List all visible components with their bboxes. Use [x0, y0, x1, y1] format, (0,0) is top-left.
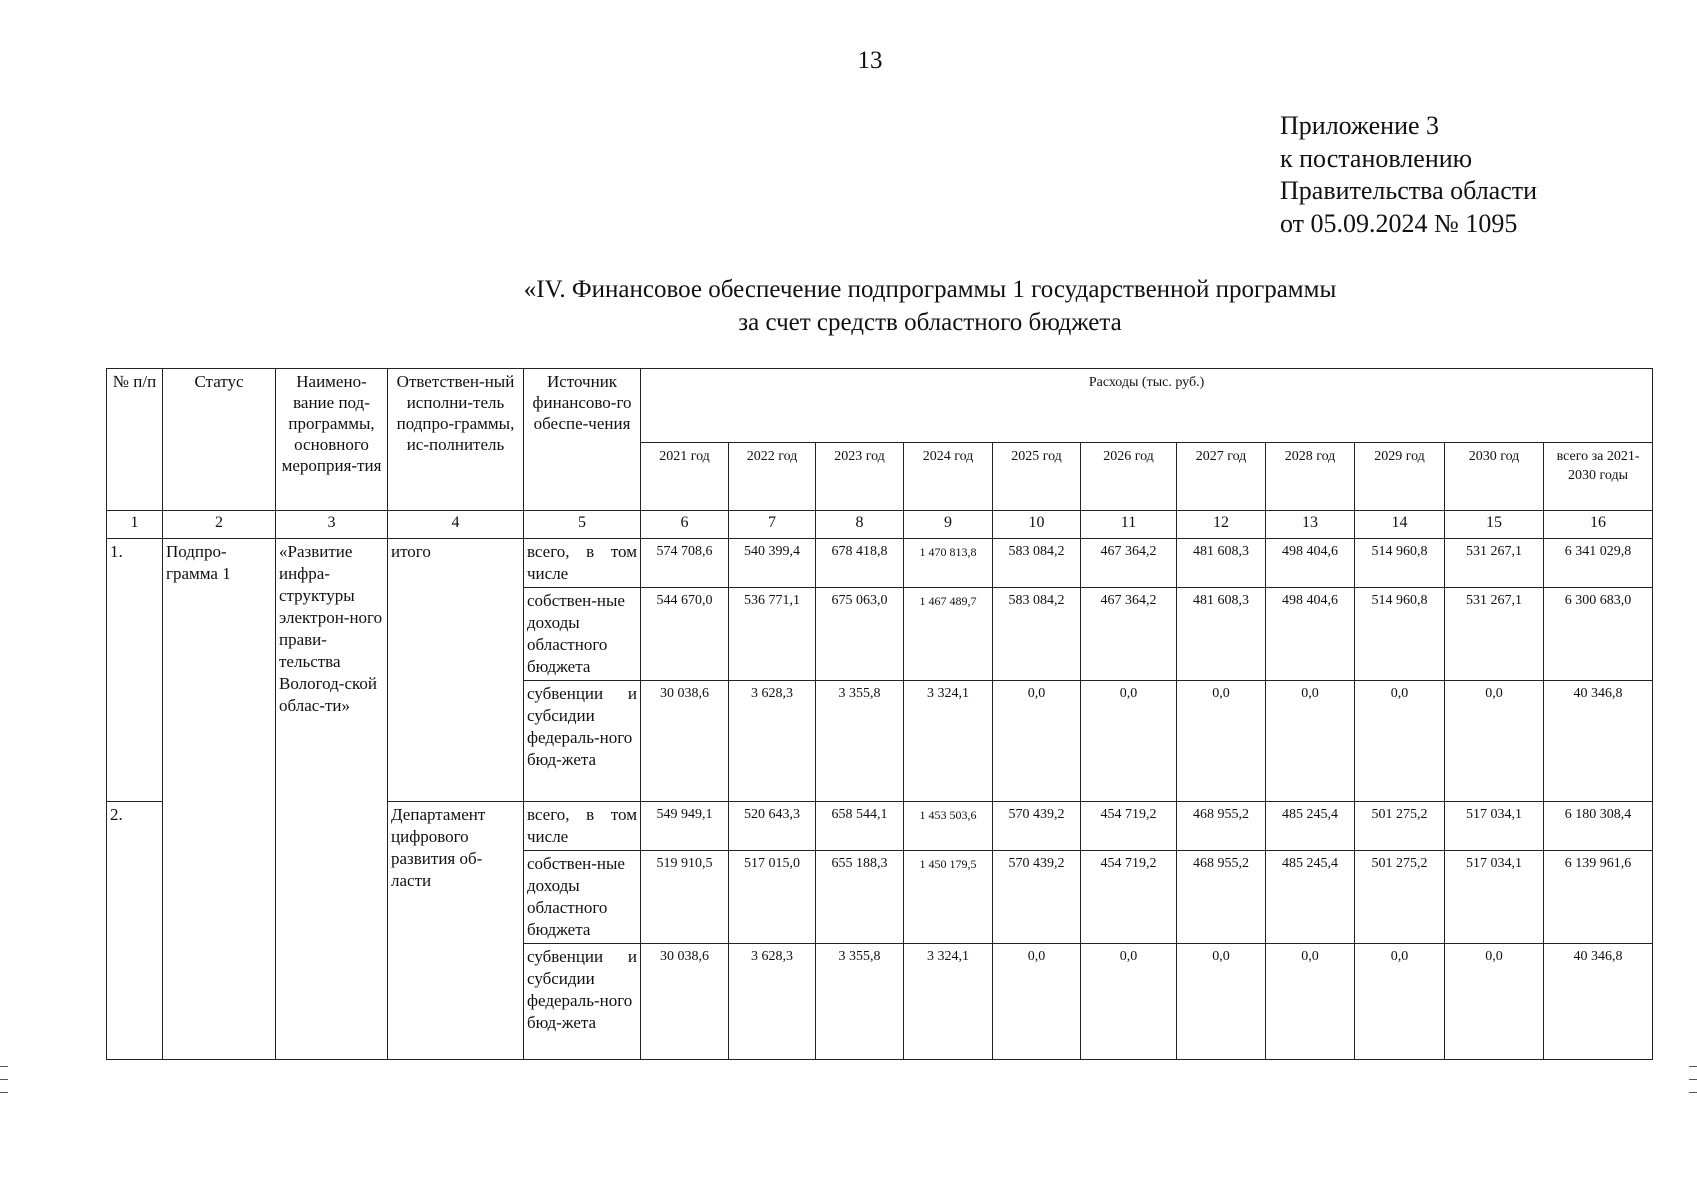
page-number: 13 [857, 47, 883, 74]
column-number: 2 [163, 511, 276, 539]
margin-mark [1689, 1066, 1697, 1067]
expense-value-cell: 0,0 [1177, 944, 1266, 1060]
header-year: 2024 год [904, 443, 993, 511]
column-number: 4 [388, 511, 524, 539]
header-year: 2023 год [816, 443, 904, 511]
expense-value-cell: 0,0 [1266, 944, 1355, 1060]
funding-source-cell: собствен-ные доходы областного бюджета [524, 851, 641, 944]
column-number: 8 [816, 511, 904, 539]
column-number: 14 [1355, 511, 1445, 539]
header-status: Статус [163, 369, 276, 511]
column-number: 12 [1177, 511, 1266, 539]
expense-value-cell: 498 404,6 [1266, 588, 1355, 681]
expense-value-cell: 3 628,3 [729, 944, 816, 1060]
column-number: 7 [729, 511, 816, 539]
expense-value-cell: 481 608,3 [1177, 539, 1266, 588]
column-number: 10 [993, 511, 1081, 539]
expense-value-cell: 3 355,8 [816, 944, 904, 1060]
column-number: 16 [1544, 511, 1653, 539]
funding-source-cell: субвенции и субсидии федераль-ного бюд-жета [524, 944, 641, 1060]
expense-value-cell: 1 453 503,6 [904, 802, 993, 851]
expense-value-cell: 454 719,2 [1081, 802, 1177, 851]
expense-value-cell: 536 771,1 [729, 588, 816, 681]
expense-value-cell: 520 643,3 [729, 802, 816, 851]
expense-value-cell: 468 955,2 [1177, 851, 1266, 944]
appendix-line: Правительства области [1280, 176, 1538, 205]
margin-mark [1689, 1092, 1697, 1093]
expense-value-cell: 0,0 [1445, 681, 1544, 802]
title-line: за счет средств областного бюджета [738, 309, 1122, 336]
expense-value-cell: 501 275,2 [1355, 851, 1445, 944]
expense-value-cell: 454 719,2 [1081, 851, 1177, 944]
expense-value-cell: 574 708,6 [641, 539, 729, 588]
expense-value-cell: 0,0 [1445, 944, 1544, 1060]
expense-value-cell: 531 267,1 [1445, 539, 1544, 588]
expense-value-cell: 583 084,2 [993, 588, 1081, 681]
expense-value-cell: 0,0 [1081, 944, 1177, 1060]
expense-value-cell: 0,0 [1266, 681, 1355, 802]
expense-value-cell: 1 470 813,8 [904, 539, 993, 588]
expense-value-cell: 6 139 961,6 [1544, 851, 1653, 944]
expense-value-cell: 6 300 683,0 [1544, 588, 1653, 681]
expense-value-cell: 570 439,2 [993, 851, 1081, 944]
header-year: 2027 год [1177, 443, 1266, 511]
column-number: 13 [1266, 511, 1355, 539]
header-executor: Ответствен-ный исполни-тель подпро-граммы, ис-полнитель [388, 369, 524, 511]
expense-value-cell: 0,0 [1081, 681, 1177, 802]
expense-value-cell: 658 544,1 [816, 802, 904, 851]
expense-value-cell: 517 015,0 [729, 851, 816, 944]
expense-value-cell: 1 450 179,5 [904, 851, 993, 944]
expense-value-cell: 3 628,3 [729, 681, 816, 802]
expense-value-cell: 481 608,3 [1177, 588, 1266, 681]
appendix-line: от 05.09.2024 № 1095 [1280, 208, 1518, 238]
expense-value-cell: 655 188,3 [816, 851, 904, 944]
margin-mark [0, 1079, 8, 1080]
appendix-line: Приложение 3 [1280, 111, 1440, 140]
header-year: 2028 год [1266, 443, 1355, 511]
executor-cell: итого [388, 539, 524, 802]
expense-value-cell: 30 038,6 [641, 681, 729, 802]
expense-value-cell: 514 960,8 [1355, 588, 1445, 681]
expense-value-cell: 675 063,0 [816, 588, 904, 681]
financing-table [106, 368, 1653, 1060]
expense-value-cell: 498 404,6 [1266, 539, 1355, 588]
margin-mark [1689, 1079, 1697, 1080]
expense-value-cell: 517 034,1 [1445, 851, 1544, 944]
expense-value-cell: 467 364,2 [1081, 588, 1177, 681]
header-year: всего за 2021-2030 годы [1544, 443, 1653, 511]
expense-value-cell: 3 355,8 [816, 681, 904, 802]
expense-value-cell: 0,0 [1355, 681, 1445, 802]
expense-value-cell: 6 341 029,8 [1544, 539, 1653, 588]
expense-value-cell: 570 439,2 [993, 802, 1081, 851]
margin-mark [0, 1066, 8, 1067]
expense-value-cell: 467 364,2 [1081, 539, 1177, 588]
expense-value-cell: 1 467 489,7 [904, 588, 993, 681]
expense-value-cell: 544 670,0 [641, 588, 729, 681]
expense-value-cell: 519 910,5 [641, 851, 729, 944]
header-year: 2030 год [1445, 443, 1544, 511]
header-source: Источник финансово-го обеспе-чения [524, 369, 641, 511]
executor-cell: Департамент цифрового развития об-ласти [388, 802, 524, 1060]
column-number: 9 [904, 511, 993, 539]
header-name: Наимено-вание под-программы, основного мероприя-тия [276, 369, 388, 511]
expense-value-cell: 40 346,8 [1544, 944, 1653, 1060]
expense-value-cell: 485 245,4 [1266, 851, 1355, 944]
column-number: 3 [276, 511, 388, 539]
row-number: 2. [107, 802, 163, 1060]
expense-value-cell: 40 346,8 [1544, 681, 1653, 802]
expense-value-cell: 485 245,4 [1266, 802, 1355, 851]
expense-value-cell: 517 034,1 [1445, 802, 1544, 851]
expense-value-cell: 540 399,4 [729, 539, 816, 588]
expense-value-cell: 501 275,2 [1355, 802, 1445, 851]
expense-value-cell: 3 324,1 [904, 681, 993, 802]
column-number: 11 [1081, 511, 1177, 539]
funding-source-cell: собствен-ные доходы областного бюджета [524, 588, 641, 681]
column-number: 1 [107, 511, 163, 539]
margin-mark [0, 1092, 8, 1093]
funding-source-cell: всего, в том числе [524, 539, 641, 588]
header-year: 2026 год [1081, 443, 1177, 511]
header-year: 2029 год [1355, 443, 1445, 511]
title-line: «IV. Финансовое обеспечение подпрограммы 1 государственной программы [523, 276, 1337, 303]
expense-value-cell: 514 960,8 [1355, 539, 1445, 588]
header-year: 2022 год [729, 443, 816, 511]
expense-value-cell: 0,0 [1355, 944, 1445, 1060]
header-year: 2021 год [641, 443, 729, 511]
row-number: 1. [107, 539, 163, 802]
expense-value-cell: 468 955,2 [1177, 802, 1266, 851]
expense-value-cell: 531 267,1 [1445, 588, 1544, 681]
header-num: № п/п [107, 369, 163, 511]
appendix-block [1280, 110, 1537, 240]
funding-source-cell: всего, в том числе [524, 802, 641, 851]
subprogram-name-cell: «Развитие инфра-структуры электрон-ного прави-тельства Вологод-ской облас-ти» [276, 539, 388, 1060]
column-number: 6 [641, 511, 729, 539]
status-cell: Подпро-грамма 1 [163, 539, 276, 1060]
funding-source-cell: субвенции и субсидии федераль-ного бюд-жета [524, 681, 641, 802]
document-title [380, 273, 1480, 339]
expense-value-cell: 678 418,8 [816, 539, 904, 588]
header-year: 2025 год [993, 443, 1081, 511]
expense-value-cell: 583 084,2 [993, 539, 1081, 588]
column-number: 15 [1445, 511, 1544, 539]
expense-value-cell: 549 949,1 [641, 802, 729, 851]
expense-value-cell: 3 324,1 [904, 944, 993, 1060]
expense-value-cell: 30 038,6 [641, 944, 729, 1060]
expense-value-cell: 6 180 308,4 [1544, 802, 1653, 851]
header-expenses: Расходы (тыс. руб.) [641, 369, 1653, 443]
table-row [107, 539, 1653, 588]
expense-value-cell: 0,0 [993, 944, 1081, 1060]
expense-value-cell: 0,0 [993, 681, 1081, 802]
column-number: 5 [524, 511, 641, 539]
expense-value-cell: 0,0 [1177, 681, 1266, 802]
appendix-line: к постановлению [1280, 143, 1473, 173]
